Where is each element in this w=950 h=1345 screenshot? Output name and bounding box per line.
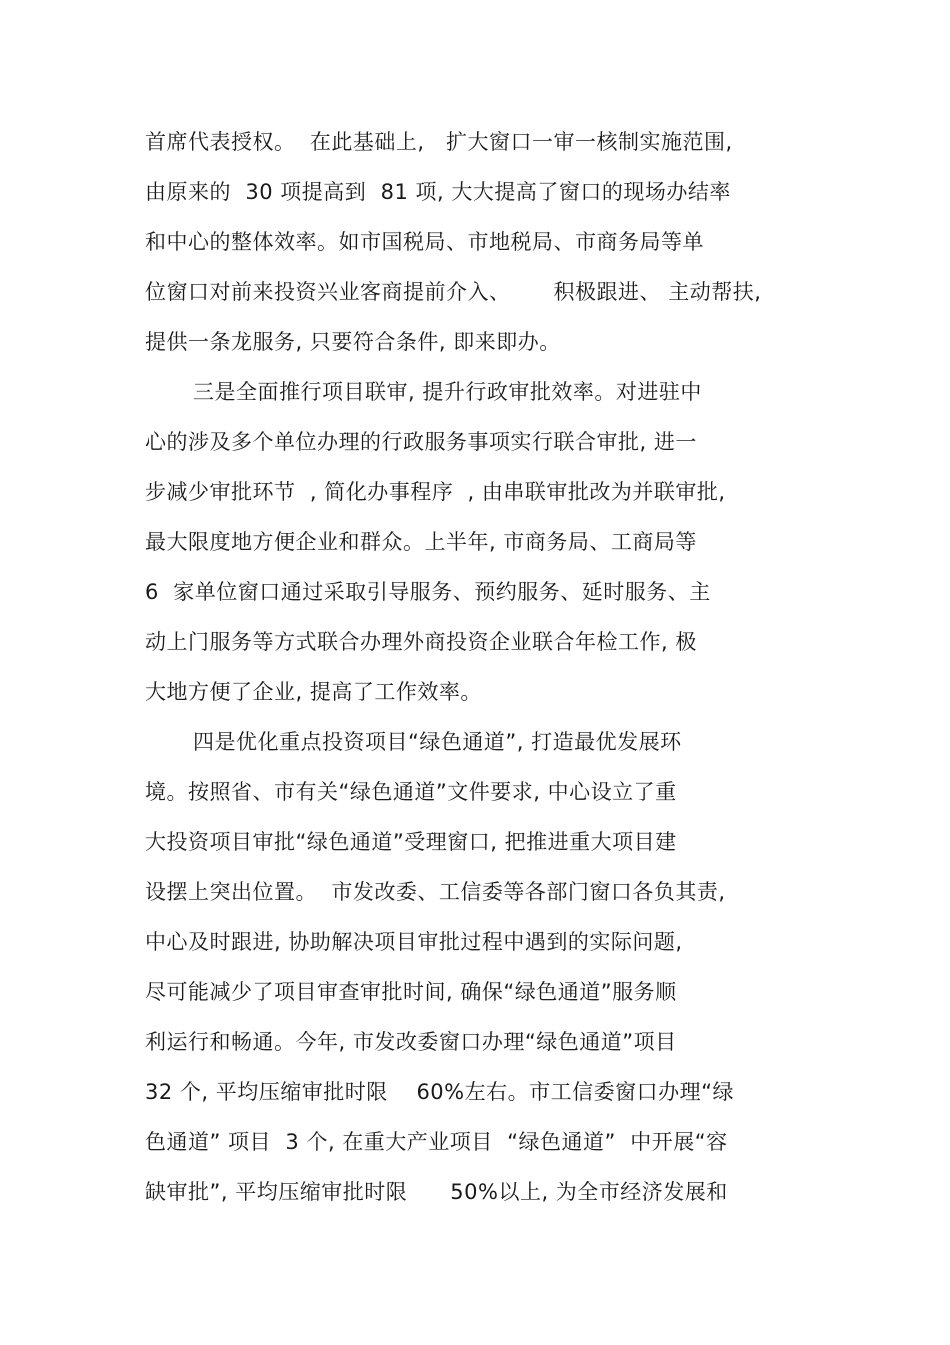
text-line: 和中心的整体效率。如市国税局、市地税局、市商务局等单 <box>145 230 704 254</box>
text-line: 境。按照省、市有关“绿色通道”文件要求, 中心设立了重 <box>145 780 677 804</box>
text-line: 尽可能减少了项目审查审批时间, 确保“绿色通道”服务顺 <box>145 980 677 1004</box>
paragraph-first-line: 三是全面推行项目联审, 提升行政审批效率。对进驻中 <box>193 380 702 404</box>
text-line: 首席代表授权。 在此基础上, 扩大窗口一审一核制实施范围, <box>145 130 733 154</box>
text-line: 利运行和畅通。今年, 市发改委窗口办理“绿色通道”项目 <box>145 1030 677 1054</box>
text-line: 心的涉及多个单位办理的行政服务事项实行联合审批, 进一 <box>145 430 697 454</box>
text-line: 色通道” 项目 3 个, 在重大产业项目 “绿色通道” 中开展“容 <box>145 1130 728 1154</box>
text-line: 由原来的 30 项提高到 81 项, 大大提高了窗口的现场办结率 <box>145 180 731 204</box>
text-line: 最大限度地方便企业和群众。上半年, 市商务局、工商局等 <box>145 530 697 554</box>
text-line: 中心及时跟进, 协助解决项目审批过程中遇到的实际问题, <box>145 930 683 954</box>
text-line: 大地方便了企业, 提高了工作效率。 <box>145 680 482 704</box>
text-line: 大投资项目审批“绿色通道”受理窗口, 把推进重大项目建 <box>145 830 677 854</box>
text-line: 位窗口对前来投资兴业客商提前介入、 积极跟进、 主动帮扶, <box>145 280 762 304</box>
text-line: 提供一条龙服务, 只要符合条件, 即来即办。 <box>145 330 561 354</box>
text-line: 步减少审批环节 , 简化办事程序 , 由串联审批改为并联审批, <box>145 480 726 504</box>
text-line: 设摆上突出位置。 市发改委、工信委等各部门窗口各负其责, <box>145 880 726 904</box>
text-line: 32 个, 平均压缩审批时限 60%左右。市工信委窗口办理“绿 <box>145 1080 735 1104</box>
text-line: 6 家单位窗口通过采取引导服务、预约服务、延时服务、主 <box>145 580 711 604</box>
paragraph-first-line: 四是优化重点投资项目“绿色通道”, 打造最优发展环 <box>193 730 682 754</box>
text-line: 动上门服务等方式联合办理外商投资企业联合年检工作, 极 <box>145 630 697 654</box>
text-line: 缺审批”, 平均压缩审批时限 50%以上, 为全市经济发展和 <box>145 1180 728 1204</box>
